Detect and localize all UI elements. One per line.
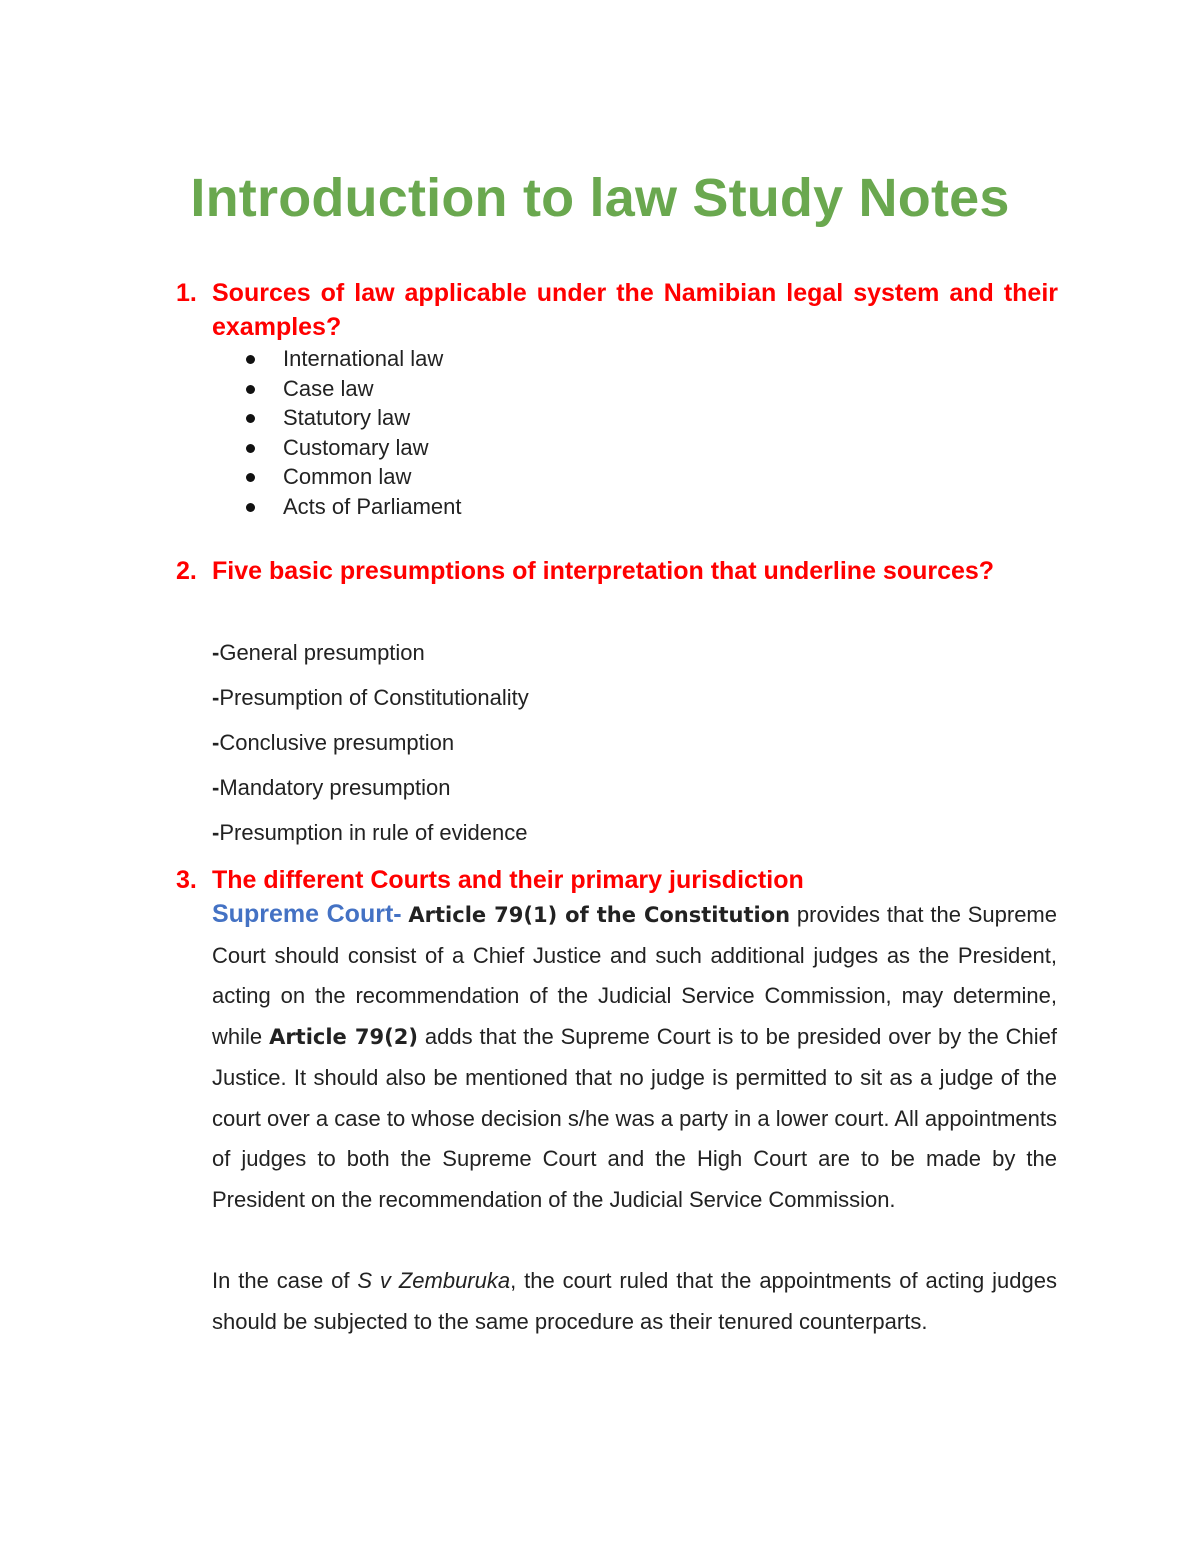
section-1-heading-text: Sources of law applicable under the Namibian legal system and their examples?: [212, 279, 1058, 341]
dash-marker: -: [212, 640, 220, 665]
list-item-text: Mandatory presumption: [219, 775, 451, 800]
page-title: Introduction to law Study Notes: [190, 168, 1010, 228]
list-item-text: Acts of Parliament: [283, 493, 462, 519]
list-item-text: General presumption: [219, 640, 425, 665]
list-item: [244, 433, 462, 463]
list-item-text: Case law: [283, 375, 374, 401]
list-item-text: Common law: [283, 464, 412, 489]
bullet-icon: [246, 473, 255, 482]
supreme-court-paragraph: [212, 894, 1057, 1221]
case-paragraph: [212, 1261, 1057, 1342]
paragraph-text: provides that the Supreme Court should consist of a Chief Justice and such additional judges as the President, acting on the recommendation of the Judicial Service Commission, may determine, while: [212, 902, 1057, 1050]
list-item: [212, 773, 529, 818]
section-2-heading: [176, 554, 1058, 588]
bullet-icon: [246, 414, 255, 423]
bullet-icon: [246, 444, 255, 453]
list-item: [212, 818, 529, 863]
section-3-number: 3.: [176, 866, 197, 894]
list-item: [244, 344, 462, 374]
article-reference: Article 79(1) of the Constitution: [408, 903, 791, 927]
case-name: S v Zemburuka: [357, 1268, 511, 1293]
list-item: [212, 728, 529, 773]
list-item: [244, 403, 462, 433]
list-item: [244, 492, 462, 522]
section-3-heading-text: The different Courts and their primary jurisdiction: [212, 866, 804, 894]
sources-list: [244, 344, 462, 521]
list-item-text: International law: [283, 346, 444, 371]
dash-marker: -: [212, 685, 220, 710]
list-item-text: Presumption of Constitutionality: [219, 685, 529, 710]
paragraph-text: In the case of: [212, 1268, 358, 1293]
list-item-text: Customary law: [283, 434, 429, 460]
list-item: [212, 683, 529, 728]
dash-marker: -: [212, 730, 220, 755]
article-reference: Article 79(2): [269, 1025, 418, 1050]
list-item: [212, 638, 529, 683]
paragraph-text: adds that the Supreme Court is to be presided over by the Chief Justice. It should also be mentioned that no judge is permitted to sit as a judge of the court over a case to whose decision s/he was a party in a lower court. All appointments of judges to both the Supreme Court and the High Court are to be made by the President on the recommendation of the Judicial Service Commission.: [212, 1024, 1057, 1212]
section-1-heading: [176, 276, 1058, 344]
list-item-text: Presumption in rule of evidence: [219, 820, 528, 845]
list-item-text: Conclusive presumption: [219, 730, 455, 755]
section-1-number: 1.: [176, 279, 197, 307]
court-name: Supreme Court-: [212, 900, 402, 928]
list-item-text: Statutory law: [283, 405, 411, 430]
presumptions-list: [212, 638, 529, 863]
paragraph-text: , the court ruled that the appointments of acting judges should be subjected to the same procedure as their tenured counterparts.: [212, 1268, 1057, 1334]
dash-marker: -: [212, 775, 220, 800]
section-3-heading: [176, 863, 1058, 897]
list-item: [244, 462, 462, 492]
bullet-icon: [246, 355, 255, 364]
section-2-number: 2.: [176, 557, 197, 585]
section-2-heading-text: Five basic presumptions of interpretation that underline sources?: [212, 557, 995, 585]
list-item: [244, 374, 462, 404]
dash-marker: -: [212, 820, 220, 845]
bullet-icon: [246, 385, 255, 394]
bullet-icon: [246, 503, 255, 512]
